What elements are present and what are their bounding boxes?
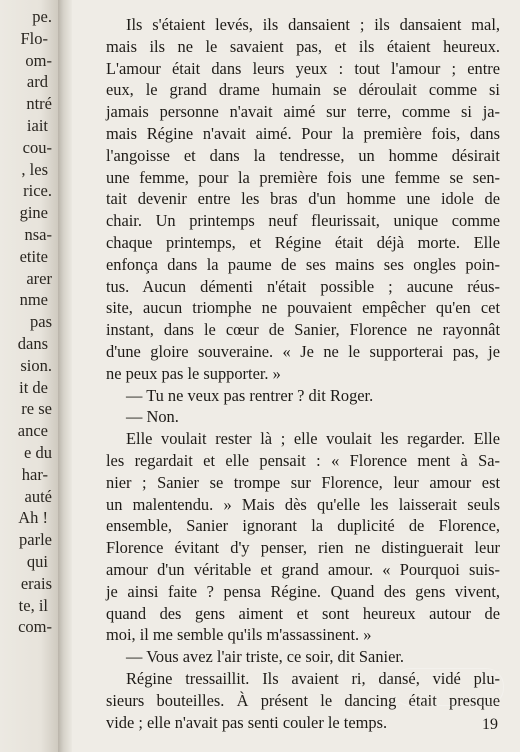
- left-page-line: rice.: [23, 181, 52, 201]
- text-line: enfonça dans la paume de ses mains ses ongles poin-: [106, 254, 500, 274]
- left-page-line: nsa-: [24, 225, 52, 244]
- body-text: [106, 14, 500, 733]
- left-page-line: sion.: [20, 355, 52, 375]
- book-gutter: [58, 0, 72, 752]
- text-line: je ainsi faite ? pensa Régine. Quand des gens vivent,: [106, 581, 500, 601]
- text-line: — Non.: [126, 407, 179, 427]
- left-page-line: cou-: [22, 137, 52, 157]
- text-line: tus. Aucun démenti n'était possible ; aucune réus-: [106, 276, 500, 296]
- text-line: Ils s'étaient levés, ils dansaient ; ils dansaient mal,: [126, 15, 500, 34]
- left-page-line: it de: [19, 377, 48, 397]
- text-line: eux, le grand drame humain se déroulait comme si: [106, 80, 500, 100]
- text-line: amour d'un véritable et grand amour. « Pourquoi suis-: [106, 559, 500, 579]
- left-page-line: dans: [17, 334, 48, 353]
- left-page-line: Flo-: [20, 28, 48, 48]
- left-page-line: ance: [17, 421, 48, 441]
- text-line: une femme, pour la première fois une femme se sen-: [106, 167, 500, 187]
- text-line: Elle voulait rester là ; elle voulait les regarder. Elle: [126, 429, 500, 449]
- text-line: ensemble, Sanier ignorant la duplicité de Florence,: [106, 516, 500, 536]
- left-page-line: ard: [26, 72, 48, 92]
- text-line: mais ils ne le savaient pas, et ils étaient heureux.: [106, 36, 500, 56]
- left-page-line: har-: [21, 464, 48, 484]
- left-page-line: parle: [19, 530, 52, 550]
- text-line: moi, il me semble qu'ils m'assassinent. »: [106, 625, 372, 645]
- left-page-line: iait: [26, 116, 48, 135]
- left-page-line: pe.: [32, 7, 52, 26]
- text-line: — Tu ne veux pas rentrer ? dit Roger.: [126, 385, 374, 405]
- text-line: site, aucun triomphe ne pouvaient empêcher qu'en cet: [106, 298, 500, 318]
- text-line: nier ; Sanier se trompe sur Florence, leur amour est: [106, 472, 500, 492]
- text-line: Régine tressaillit. Ils avaient ri, dansé, vidé plu-: [126, 668, 500, 688]
- left-page-line: te, il: [18, 595, 48, 615]
- left-page-line: arer: [26, 268, 52, 288]
- text-line: l'angoisse et dans la tendresse, un homme désirait: [106, 145, 500, 165]
- text-line: chair. Un printemps neuf fleurissait, unique comme: [106, 211, 500, 231]
- left-page-line: re se: [21, 399, 52, 419]
- left-page-line: qui: [26, 552, 48, 571]
- left-page-line: nme: [19, 290, 48, 310]
- left-page-line: Ah !: [18, 508, 48, 528]
- text-line: d'une gloire souveraine. « Je ne le supporterai pas, je: [106, 341, 500, 361]
- text-line: quand des gens aiment et sont heureux autour de: [106, 603, 500, 623]
- text-line: L'amour était dans leurs yeux : tout l'amour ; entre: [106, 58, 500, 78]
- text-line: ne peux pas le supporter. »: [106, 363, 281, 383]
- text-line: les regardait et elle pensait : « Florence ment à Sa-: [106, 450, 500, 470]
- left-page-line: gine: [19, 203, 48, 223]
- left-page-line: etite: [19, 246, 48, 266]
- text-line: Florence évitant d'y penser, rien ne distinguerait leur: [106, 538, 500, 558]
- text-line: jamais personne n'avait aimé sur terre, comme si ja-: [106, 102, 500, 122]
- left-page-line: , les: [21, 159, 48, 179]
- text-line: mais Régine n'avait aimé. Pour la première fois, dans: [106, 123, 500, 143]
- text-line: sieurs bouteilles. À présent le dancing était presque: [106, 690, 500, 710]
- left-page-line: erais: [20, 573, 52, 593]
- text-line: chaque printemps, et Régine était déjà morte. Elle: [106, 232, 500, 252]
- left-page-line: ntré: [26, 94, 52, 114]
- text-line: tait devenir entre les bras d'un homme une idole de: [106, 189, 500, 209]
- left-page-line: e du: [24, 443, 52, 462]
- left-page-line: om-: [25, 50, 52, 70]
- left-page-line: pas: [30, 312, 52, 332]
- left-page: [0, 0, 58, 752]
- left-page-line: com-: [18, 617, 52, 637]
- text-line: un malentendu. » Mais dès qu'elle les laisserait seuls: [106, 494, 500, 514]
- watermark-stamp: [392, 668, 504, 706]
- left-page-line: auté: [24, 486, 52, 506]
- text-line: vide ; elle n'avait pas senti couler le temps.: [106, 712, 388, 732]
- text-line: instant, dans le cœur de Sanier, Florence ne rayonnât: [106, 320, 500, 340]
- page-number: 19: [482, 716, 498, 733]
- text-line: — Vous avez l'air triste, ce soir, dit Sanier.: [126, 647, 404, 667]
